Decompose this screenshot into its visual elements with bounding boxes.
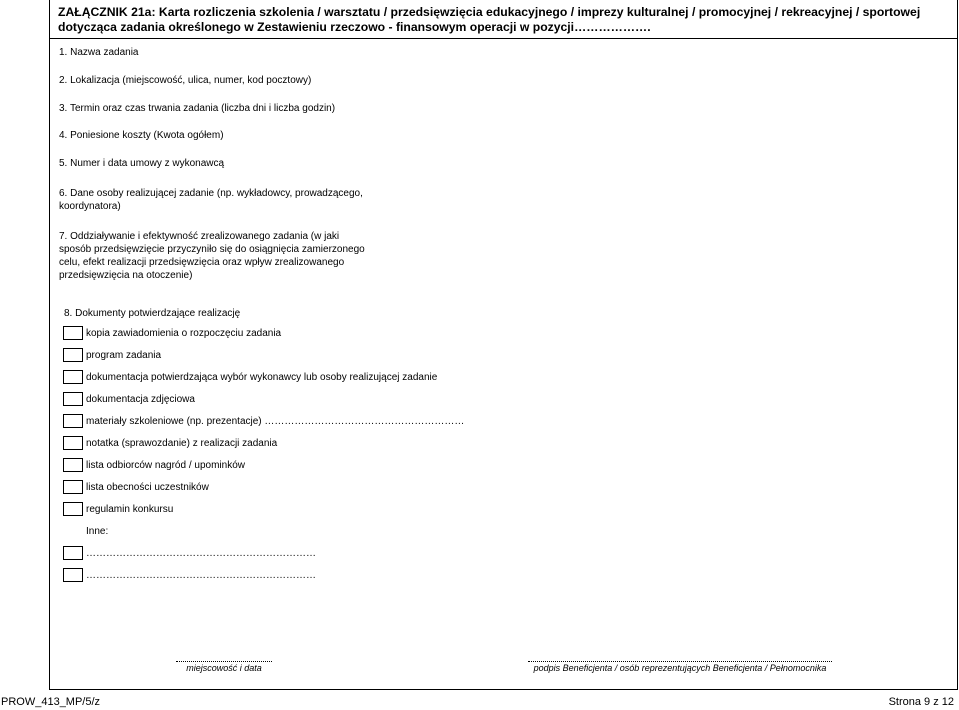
checkbox[interactable]: [63, 546, 83, 560]
checkbox[interactable]: [63, 414, 83, 428]
doc-label: kopia zawiadomienia o rozpoczęciu zadania: [86, 328, 282, 339]
field-term: 3. Termin oraz czas trwania zadania (liczba dni i liczba godzin): [59, 103, 336, 114]
doc-label: program zadania: [86, 350, 162, 361]
field-costs: 4. Poniesione koszty (Kwota ogółem): [59, 130, 224, 141]
signature-label: podpis Beneficjenta / osób reprezentujących Beneficjenta / Pełnomocnika: [528, 661, 832, 673]
field-location: 2. Lokalizacja (miejscowość, ulica, numer, kod pocztowy): [59, 75, 312, 86]
field-task-name: 1. Nazwa zadania: [59, 47, 139, 58]
doc-label: materiały szkoleniowe (np. prezentacje) ……………………………………………………: [86, 416, 465, 427]
other-line[interactable]: ……………………………………………………………: [86, 548, 316, 559]
footer-page-number: Strona 9 z 12: [888, 696, 954, 708]
doc-label: lista odbiorców nagród / upominków: [86, 460, 245, 471]
footer-code: PROW_413_MP/5/z: [1, 696, 101, 708]
checkbox[interactable]: [63, 568, 83, 582]
documents-heading: 8. Dokumenty potwierdzające realizację: [64, 308, 241, 319]
checkbox[interactable]: [63, 436, 83, 450]
field-impact: 7. Oddziaływanie i efektywność zrealizowanego zadania (w jaki sposób przedsięwzięcie przyczyniło się do osiągnięcia zamierzonego celu, efekt realizacji przedsięwzięcia oraz wpływ zrealizowanego przedsięwzięcia na otoczenie): [59, 231, 365, 281]
title-divider: [50, 38, 958, 39]
checkbox[interactable]: [63, 458, 83, 472]
doc-label: lista obecności uczestników: [86, 482, 209, 493]
checkbox[interactable]: [63, 480, 83, 494]
checkbox[interactable]: [63, 502, 83, 516]
checkbox[interactable]: [63, 326, 83, 340]
checkbox[interactable]: [63, 348, 83, 362]
checkbox[interactable]: [63, 370, 83, 384]
other-line[interactable]: ……………………………………………………………: [86, 570, 316, 581]
other-label: Inne:: [86, 526, 109, 537]
checkbox[interactable]: [63, 392, 83, 406]
doc-label: dokumentacja potwierdzająca wybór wykonawcy lub osoby realizującej zadanie: [86, 372, 438, 383]
doc-label: dokumentacja zdjęciowa: [86, 394, 195, 405]
doc-label: regulamin konkursu: [86, 504, 174, 515]
form-title: ZAŁĄCZNIK 21a: Karta rozliczenia szkolenia / warsztatu / przedsięwzięcia edukacyjnego / imprezy kulturalnej / promocyjnej / rekreacyjnej / sportowej dotycząca zadania określonego w Zestawieniu rzeczowo - finansowym operacji w pozycji……………….: [58, 5, 921, 34]
field-person: 6. Dane osoby realizującej zadanie (np. wykładowcy, prowadzącego, koordynatora): [59, 188, 363, 212]
place-date-label: miejscowość i data: [176, 661, 272, 673]
doc-label: notatka (sprawozdanie) z realizacji zadania: [86, 438, 278, 449]
field-contract: 5. Numer i data umowy z wykonawcą: [59, 158, 225, 169]
